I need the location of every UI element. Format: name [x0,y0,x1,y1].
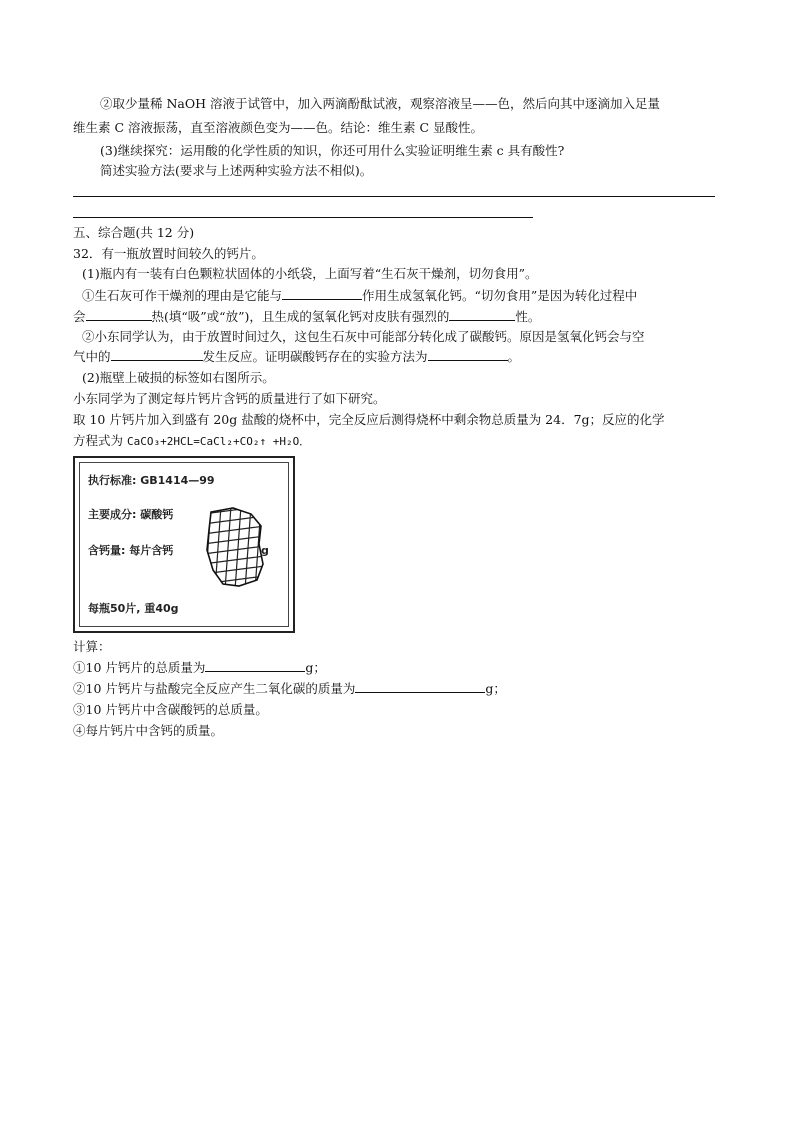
part2-line1: ②小东同学认为，由于放置时间过久，这包生石灰中可能部分转化成了碳酸钙。原因是氢氧化钙会与空 [82,329,645,344]
experiment-line1: 取 10 片钙片加入到盛有 20g 盐酸的烧杯中，完全反应后测得烧杯中剩余物总质量为 24．7g；反应的化学 [73,412,665,427]
q2-line1: ②取少量稀 NaOH 溶液于试管中，加入两滴酚酞试液，观察溶液呈——色，然后向其中逐滴加入足量 [100,96,660,111]
label-content: 含钙量: 每片含钙 [88,544,174,557]
blank-reactant[interactable] [282,287,362,300]
sub-question-2: (2)瓶壁上破损的标签如右图所示。 [82,370,275,385]
calc-item-1: ①10 片钙片的总质量为 g； [73,660,326,675]
chemical-equation: CaCO₃+2HCL=CaCl₂+CO₂↑ +H₂O． [127,435,311,448]
blank-total-mass[interactable] [205,659,305,672]
blank-method[interactable] [428,348,508,361]
q2-line2: 维生素 C 溶液振荡，直至溶液颜色变为——色。结论：维生素 C 显酸性。 [73,120,484,135]
section-heading: 五、综合题(共 12 分) [73,225,195,240]
part1-line1: ①生石灰可作干燥剂的理由是它能与 作用生成氢氧化钙。“切勿食用”是因为转化过程中 [82,288,638,303]
torn-patch-icon [203,506,265,590]
calc-item-2: ②10 片钙片与盐酸完全反应产生二氧化碳的质量为 g； [73,681,506,696]
blank-co2-mass[interactable] [355,680,485,693]
q3-line2: 简述实验方法(要求与上述两种实验方法不相似)。 [100,163,373,178]
label-ingredient: 主要成分: 碳酸钙 [88,508,174,521]
experiment-line2: 方程式为 CaCO₃+2HCL=CaCl₂+CO₂↑ +H₂O． [73,433,311,448]
label-package: 每瓶50片, 重40g [88,602,179,615]
answer-line-1[interactable] [73,196,715,197]
label-standard: 执行标准: GB1414—99 [88,474,215,487]
calc-item-4: ④每片钙片中含钙的质量。 [73,723,224,738]
part1-line2: 会 热(填“吸”或“放”)，且生成的氢氧化钙对皮肤有强烈的 性。 [73,309,541,324]
sub-question-1: (1)瓶内有一装有白色颗粒状固体的小纸袋，上面写着“生石灰干燥剂，切勿食用”。 [82,266,538,281]
q32-title: 32．有一瓶放置时间较久的钙片。 [73,246,264,261]
answer-line-2[interactable] [73,217,533,218]
label-unit: g [261,544,269,557]
calc-item-3: ③10 片钙片中含碳酸钙的总质量。 [73,702,268,717]
study-intro: 小东同学为了测定每片钙片含钙的质量进行了如下研究。 [73,391,386,406]
blank-property[interactable] [449,308,515,321]
calc-heading: 计算： [73,639,111,654]
part2-line2: 气中的 发生反应。证明碳酸钙存在的实验方法为 。 [73,349,521,364]
q3-line1: (3)继续探究：运用酸的化学性质的知识，你还可用什么实验证明维生素 c 具有酸性? [100,143,565,158]
calcium-tablet-label [73,456,295,633]
blank-heat[interactable] [86,308,152,321]
blank-gas[interactable] [111,348,203,361]
